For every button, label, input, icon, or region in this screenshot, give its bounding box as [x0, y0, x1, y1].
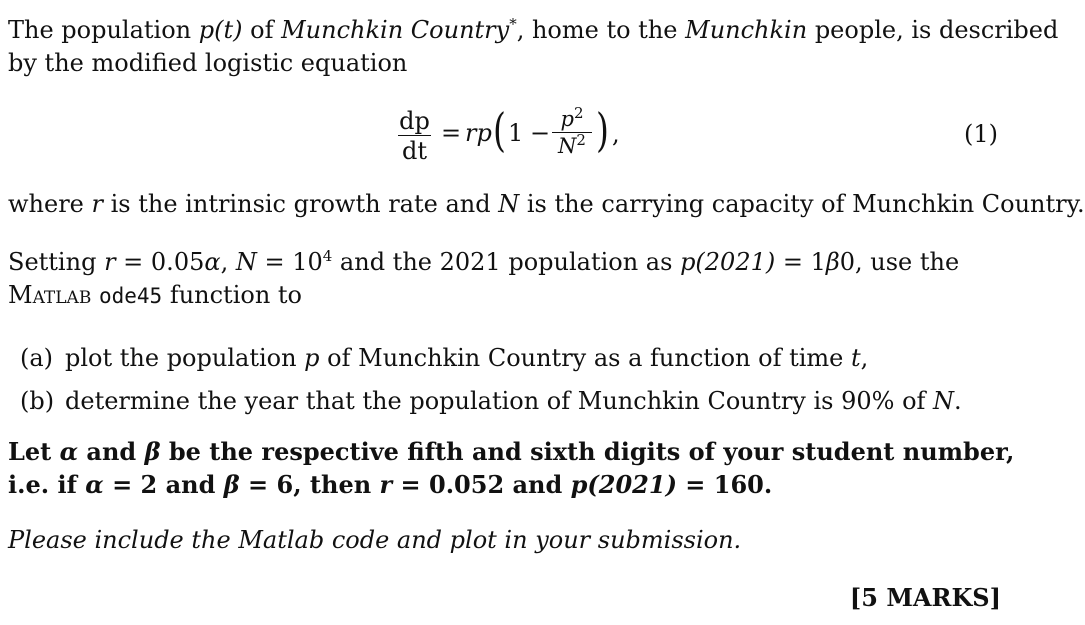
logistic-equation [398, 104, 998, 174]
initial-population-symbol: p(2021) [570, 470, 677, 499]
setting-value: = 1 [775, 248, 826, 276]
intro-line-1 [8, 14, 1059, 47]
intro-text: of [242, 16, 282, 44]
intro-text: people, is described [807, 16, 1059, 44]
numerator-variable: p [560, 107, 574, 131]
right-parenthesis: ) [596, 103, 609, 157]
list-item-text: of Munchkin Country as a function of time [319, 344, 852, 372]
instruction-value: = 0.052 and [392, 470, 571, 499]
equation-one: 1 [508, 119, 524, 147]
population-ratio-fraction [552, 104, 592, 158]
alpha-symbol: α [85, 470, 104, 499]
minus-sign: − [530, 119, 551, 147]
instruction-value: = 2 and [103, 470, 224, 499]
instruction-line-1 [8, 435, 1015, 468]
matlab-name: Matlab [8, 281, 92, 309]
derivative-fraction [398, 109, 431, 163]
ode45-function-name: ode45 [98, 284, 163, 308]
instruction-text: be the respective fifth and sixth digits of your student number, [160, 437, 1015, 466]
equation-number: (1) [964, 120, 998, 148]
where-text: is the carrying capacity of Munchkin Country. [519, 190, 1085, 218]
setting-line-2 [8, 279, 1006, 313]
equation-comma: , [612, 120, 620, 148]
where-text: where [8, 190, 92, 218]
list-item-punctuation: , [860, 344, 869, 372]
population-function: p(t) [198, 16, 243, 44]
instruction-text: Let [8, 437, 60, 466]
growth-rate-symbol: r [91, 190, 103, 218]
setting-separator: , [220, 248, 236, 276]
where-paragraph [8, 188, 1085, 221]
footnote-marker: * [509, 15, 517, 33]
fraction-denominator [552, 131, 592, 158]
submission-note: Please include the Matlab code and plot in your submission. [8, 526, 742, 554]
alpha-symbol: α [204, 248, 221, 276]
list-item-label: (a) [20, 344, 54, 372]
setting-space [91, 281, 99, 309]
fraction-bar [552, 132, 592, 133]
student-number-instruction [8, 435, 1015, 501]
numerator-exponent: 2 [573, 104, 584, 122]
list-item [20, 380, 962, 423]
setting-text: Setting [8, 248, 105, 276]
instruction-line-2 [8, 468, 1006, 501]
setting-value: = 10 [256, 248, 323, 276]
task-list [20, 337, 962, 423]
initial-population-symbol: p(2021) [680, 248, 776, 276]
list-item-punctuation: . [954, 387, 962, 415]
intro-text: , home to the [516, 16, 686, 44]
fraction-denominator: dt [401, 137, 427, 165]
capacity-symbol: N [933, 387, 955, 415]
beta-symbol: β [825, 248, 840, 276]
setting-text: function to [162, 281, 303, 309]
time-symbol: t [851, 344, 861, 372]
instruction-text: and [78, 437, 145, 466]
setting-value: = 0.05 [115, 248, 205, 276]
marks-label: [5 MARKS] [849, 583, 1001, 612]
list-item-text: determine the year that the population of Munchkin Country is 90% of [65, 387, 934, 415]
capacity-symbol: N [498, 190, 520, 218]
list-item [20, 337, 962, 380]
setting-text: and the 2021 population as [332, 248, 681, 276]
denominator-exponent: 2 [576, 131, 586, 149]
list-item-text: plot the population [65, 344, 305, 372]
intro-text: The population [8, 16, 199, 44]
fraction-numerator [552, 104, 592, 131]
power-of-ten: 4 [322, 247, 333, 265]
setting-text: 0, use the [839, 248, 960, 276]
intro-line-2: by the modified logistic equation [8, 49, 408, 77]
capacity-symbol: N [235, 248, 257, 276]
denominator-variable: N [558, 134, 577, 158]
equals-sign: = [441, 119, 462, 147]
population-symbol: p [304, 344, 320, 372]
instruction-value: = 6, then [239, 470, 380, 499]
people-name: Munchkin [685, 16, 808, 44]
fraction-numerator: dp [399, 107, 430, 135]
country-name: Munchkin Country [281, 16, 510, 44]
setting-paragraph [8, 246, 1006, 313]
left-parenthesis: ( [493, 103, 506, 157]
beta-symbol: β [144, 437, 161, 466]
list-item-label: (b) [20, 387, 55, 415]
instruction-value: = 160. [676, 470, 773, 499]
setting-line-1 [8, 246, 1006, 279]
instruction-text: i.e. if [8, 470, 86, 499]
beta-symbol: β [223, 470, 240, 499]
equation-rp: rp [465, 119, 492, 147]
where-text: is the intrinsic growth rate and [103, 190, 499, 218]
intro-paragraph [8, 14, 1059, 80]
alpha-symbol: α [59, 437, 79, 466]
fraction-bar [398, 135, 431, 136]
growth-rate-symbol: r [104, 248, 116, 276]
growth-rate-symbol: r [379, 470, 393, 499]
